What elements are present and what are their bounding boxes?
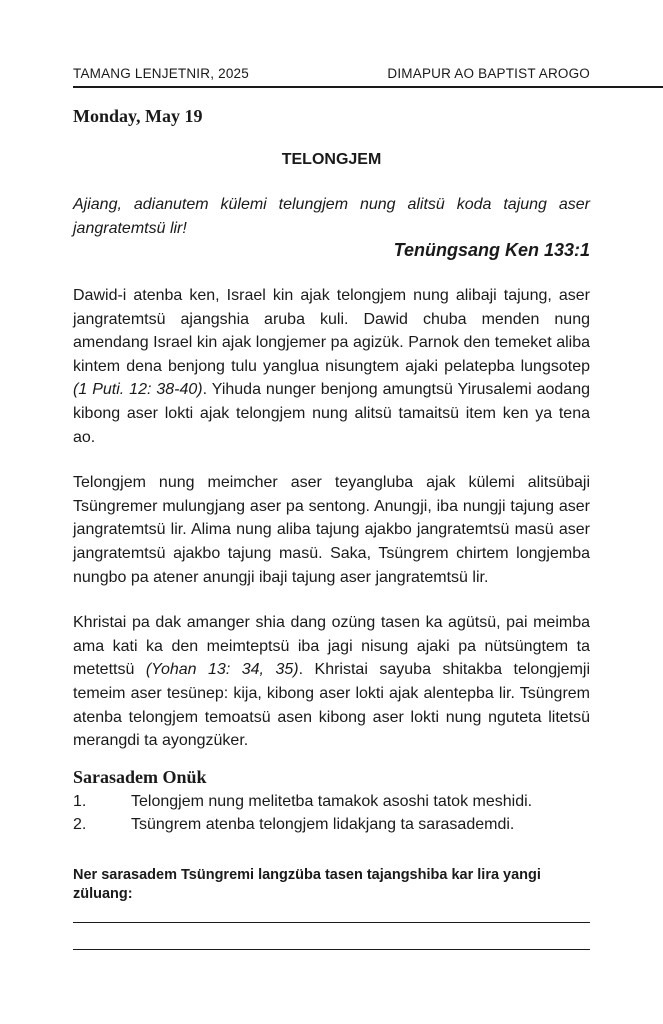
header-right: DIMAPUR AO BAPTIST AROGO (387, 66, 590, 81)
questions-heading: Sarasadem Onük (73, 767, 207, 787)
header-rule (73, 86, 663, 88)
list-item: 2. Tsüngrem atenba telongjem lidakjang ta sarasademdi. (73, 816, 515, 833)
key-verse-reference: Tenüngsang Ken 133:1 (393, 240, 590, 260)
scripture-reference: (1 Puti. 12: 38-40) (73, 381, 203, 399)
writing-line (73, 922, 590, 923)
questions-list (73, 790, 590, 836)
writing-line (73, 949, 590, 950)
devotion-body (73, 284, 590, 775)
scripture-reference: (Yohan 13: 34, 35) (145, 661, 299, 679)
header-left: TAMANG LENJETNIR, 2025 (73, 66, 249, 81)
paragraph-1: Dawid-i atenba ken, Israel kin ajak telongjem nung alibaji tajung, aser jangratemtsü ajangshia aruba kuli. Dawid chuba menden nung amendang Israel kin ajak longjemer pa agizük. Parnok den temeket aliba kintem dena benjong tulu yanglua nisungtem ajaki pelatepba lungsotep (1 Puti. 12: 38-40). Yihuda nunger benjong amungtsü Yirusalemi aodang kibong aser lokti ajak telongjem nung alitsü tamaitsü item ken ya tena ao. (73, 287, 590, 446)
devotion-title: TELONGJEM (281, 151, 382, 168)
list-item: 1. Telongjem nung melitetba tamakok asoshi tatok meshidi. (73, 793, 533, 810)
reflection-prompt: Ner sarasadem Tsüngremi langzüba tasen tajangshiba kar lira yangi züluang: (73, 867, 541, 902)
paragraph-2: Telongjem nung meimcher aser teyangluba ajak külemi alitsübaji Tsüngremer mulungjang aser pa sentong. Anungji, iba nungji tajung aser jangratemtsü lir. Alima nung aliba tajung ajakbo jangratemtsü masü aser jangratemtsü ajakbo tajung masü. Saka, Tsüngrem chirtem longjemba nungbo pa atener anungji ibaji tajung aser jangratemtsü lir. (73, 474, 590, 586)
running-header (73, 66, 590, 81)
paragraph-3: Khristai pa dak amanger shia dang ozüng tasen ka agütsü, pai meimba ama kati ka den meimteptsü iba jagi nisung ajaki pa nütsüngtem ta metettsü (Yohan 13: 34, 35). Khristai sayuba shitakba telongjemji temeim aser tesünep: kija, kibong aser lokti ajak alentepba lir. Tsüngrem atenba telongjem temoatsü asen kibong aser lokti nung nguteta litetsü merangdi ta ayongzüker. (73, 614, 590, 750)
key-verse: Ajiang, adianutem külemi telungjem nung alitsü koda tajung aser jangratemtsü lir! (73, 196, 590, 237)
devotion-date: Monday, May 19 (73, 106, 203, 126)
